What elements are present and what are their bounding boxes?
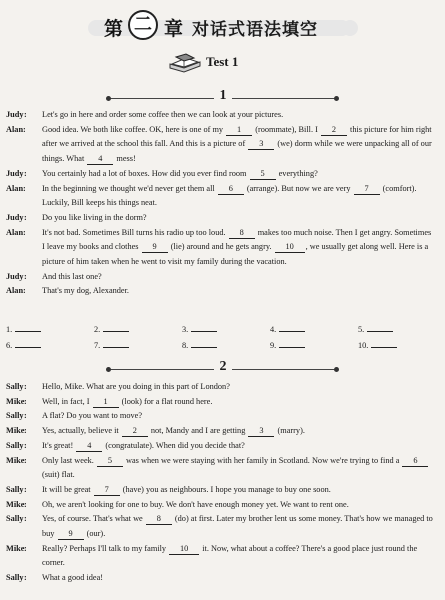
speaker-name: Judy	[6, 110, 24, 119]
answer-number: 1.	[6, 325, 13, 334]
speaker-name: Alan	[6, 124, 24, 134]
dialogue-line	[6, 424, 436, 439]
dialogue-text: That's my dog, Alexander.	[42, 286, 129, 296]
speaker-colon: :	[24, 271, 27, 281]
dialogue-line	[6, 284, 436, 299]
dialogue-line	[6, 512, 436, 541]
fill-in-blank[interactable]: 6	[218, 183, 244, 195]
dialogue-line	[6, 454, 436, 483]
fill-in-blank[interactable]: 5	[250, 168, 276, 180]
dialogue-text: Do you like living in the dorm?	[42, 212, 147, 222]
speaker-name: Mike	[6, 396, 25, 406]
fill-in-blank[interactable]: 8	[229, 227, 255, 239]
answer-item	[6, 324, 41, 334]
dialogue-text: (arrange). But now we are very	[244, 183, 353, 193]
dialogue-text: it. Now, what about a coffee? There's a good place just round the corner.	[42, 543, 418, 568]
answer-number: 9.	[270, 341, 277, 350]
answer-item	[6, 340, 41, 350]
speaker-name: Mike	[6, 543, 25, 553]
fill-in-blank[interactable]: 5	[97, 455, 123, 467]
dialogue-line	[6, 108, 436, 123]
answer-line[interactable]	[279, 340, 305, 348]
answer-number: 7.	[94, 341, 101, 350]
speaker-name: Judy	[6, 168, 24, 178]
book-icon	[168, 52, 202, 74]
answer-number: 2.	[94, 325, 101, 334]
dialogue-text: (look) for a flat round here.	[119, 396, 213, 406]
dialogue-text: In the beginning we thought we'd never get them all	[42, 183, 217, 193]
dialogue-text: , we usually get along well. Here is a picture of him taken when he went to visit my family during the vacation.	[42, 242, 429, 267]
fill-in-blank[interactable]: 7	[354, 183, 380, 195]
dialogue-text: not, Mandy and I are getting	[148, 426, 248, 436]
dialogue-line	[6, 270, 436, 285]
dialogue-text: (congratulate). When did you decide that?	[103, 440, 245, 450]
dialogue-line	[6, 498, 436, 513]
dialogue-text: makes too much noise. Then I get angry. Sometimes I leave my books and clothes	[42, 227, 432, 252]
answer-number: 10.	[358, 341, 369, 350]
dialogue-text: (suit) flat.	[42, 470, 75, 480]
answer-line[interactable]	[191, 324, 217, 332]
speaker-colon: :	[24, 426, 27, 436]
speaker-colon: :	[24, 411, 27, 421]
speaker-name: Judy	[6, 271, 24, 281]
dialogue-text: was when we were staying with her family in Scotland. Now we're trying to find a	[123, 455, 402, 465]
answer-line[interactable]	[103, 340, 129, 348]
speaker-name: Sally	[6, 382, 24, 391]
dialogue-line	[6, 167, 436, 182]
dialogue-text: Let's go in here and order some coffee then we can look at your pictures.	[42, 110, 284, 119]
dialogue-text: Really? Perhaps I'll talk to my family	[42, 543, 169, 553]
answer-item	[94, 340, 129, 350]
dialogue-line	[6, 439, 436, 454]
dialogue-1	[6, 108, 436, 299]
dialogue-line	[6, 182, 436, 211]
dialogue-line	[6, 226, 436, 270]
fill-in-blank[interactable]: 3	[248, 138, 274, 150]
speaker-colon: :	[23, 183, 26, 193]
fill-in-blank[interactable]: 7	[94, 484, 120, 496]
chapter-number: 二	[128, 10, 158, 40]
fill-in-blank[interactable]: 2	[122, 425, 148, 437]
speaker-colon: :	[24, 212, 27, 222]
speaker-name: Mike	[6, 499, 25, 509]
fill-in-blank[interactable]: 4	[76, 440, 102, 452]
dialogue-line	[6, 409, 436, 424]
answer-item	[270, 324, 305, 334]
dialogue-text: (comfort). Luckily, Bill keeps his things neat.	[42, 183, 417, 208]
section-2-header	[0, 359, 445, 375]
speaker-colon: :	[24, 396, 27, 406]
dialogue-text: And this last one?	[42, 271, 102, 281]
speaker-colon: :	[23, 124, 26, 134]
dialogue-line	[6, 380, 436, 395]
fill-in-blank[interactable]: 8	[146, 513, 172, 525]
dialogue-line	[6, 542, 436, 571]
answer-number: 8.	[182, 341, 189, 350]
chapter-suffix: 章	[164, 18, 184, 40]
speaker-colon: :	[24, 573, 27, 583]
answer-number: 5.	[358, 325, 365, 334]
fill-in-blank[interactable]: 4	[87, 153, 113, 165]
speaker-name: Alan	[6, 286, 24, 296]
answer-line[interactable]	[103, 324, 129, 332]
speaker-name: Sally	[6, 514, 24, 524]
dialogue-text: Yes, of course. That's what we	[42, 514, 145, 524]
speaker-name: Sally	[6, 440, 24, 450]
dialogue-text: (we) dorm while we were unpacking all of our things. What	[42, 139, 432, 164]
dialogue-text: this picture for him right after we arrived at the school this fall. And this is a picture of	[42, 124, 432, 149]
fill-in-blank[interactable]: 10	[169, 543, 199, 555]
answer-line[interactable]	[15, 324, 41, 332]
answer-line[interactable]	[191, 340, 217, 348]
answer-item	[358, 324, 393, 334]
section-number: 1	[214, 88, 232, 104]
answer-number: 3.	[182, 325, 189, 334]
chapter-title: 对话式语法填空	[192, 20, 318, 40]
section-number: 2	[214, 359, 232, 375]
dialogue-text: mess!	[114, 154, 136, 164]
answer-number: 4.	[270, 325, 277, 334]
dialogue-text: Yes, actually, believe it	[42, 426, 121, 436]
speaker-colon: :	[24, 440, 27, 450]
speaker-name: Judy	[6, 212, 24, 222]
fill-in-blank[interactable]: 10	[275, 241, 305, 253]
dialogue-text: everything?	[276, 168, 318, 178]
fill-in-blank[interactable]: 2	[321, 124, 347, 136]
test-label	[168, 52, 278, 76]
answer-item	[358, 340, 397, 350]
dialogue-text: (our).	[84, 529, 106, 539]
dialogue-line	[6, 123, 436, 167]
chapter-header	[0, 4, 445, 44]
section-1-header	[0, 88, 445, 104]
dialogue-text: Only last week.	[42, 455, 96, 465]
speaker-colon: :	[24, 543, 27, 553]
fill-in-blank[interactable]: 1	[226, 124, 252, 136]
dialogue-text: A flat? Do you want to move?	[42, 411, 142, 421]
speaker-colon: :	[24, 499, 27, 509]
answer-item	[270, 340, 305, 350]
dialogue-text: (do) at first. Later my brother lent us some money. That's how we managed to buy	[42, 514, 433, 539]
answer-line[interactable]	[371, 340, 397, 348]
dialogue-text: It's great!	[42, 440, 76, 450]
dialogue-text: (roommate), Bill. I	[253, 124, 320, 134]
dialogue-line	[6, 395, 436, 410]
dialogue-text: What a good idea!	[42, 573, 104, 583]
speaker-name: Sally	[6, 573, 24, 583]
dialogue-text: (have) you as neighbours. I hope you manage to buy one soon.	[120, 484, 331, 494]
fill-in-blank[interactable]: 6	[402, 455, 428, 467]
speaker-name: Sally	[6, 411, 24, 421]
chapter-prefix: 第	[104, 18, 124, 40]
dialogue-text: It's not bad. Sometimes Bill turns his radio up too loud.	[42, 227, 228, 237]
speaker-name: Sally	[6, 484, 24, 494]
answer-item	[182, 324, 217, 334]
dialogue-text: Oh, we aren't looking for one to buy. We don't have enough money yet. We want to rent one.	[42, 499, 349, 509]
test-title: Test 1	[206, 54, 239, 69]
dialogue-line	[6, 571, 436, 586]
answer-blanks-1	[6, 324, 436, 354]
fill-in-blank[interactable]: 3	[248, 425, 274, 437]
speaker-colon: :	[24, 382, 27, 391]
fill-in-blank[interactable]: 1	[93, 396, 119, 408]
fill-in-blank[interactable]: 9	[142, 241, 168, 253]
dialogue-text: (marry).	[275, 426, 305, 436]
dialogue-line	[6, 211, 436, 226]
speaker-colon: :	[23, 227, 26, 237]
speaker-name: Mike	[6, 426, 25, 436]
answer-line[interactable]	[15, 340, 41, 348]
speaker-name: Alan	[6, 227, 24, 237]
dialogue-text: Well, in fact, I	[42, 396, 92, 406]
speaker-colon: :	[23, 286, 26, 296]
fill-in-blank[interactable]: 9	[58, 528, 84, 540]
speaker-colon: :	[24, 110, 27, 119]
dialogue-text: Hello, Mike. What are you doing in this part of London?	[42, 382, 230, 391]
dialogue-2	[6, 380, 436, 586]
answer-number: 6.	[6, 341, 13, 350]
answer-item	[94, 324, 129, 334]
answer-item	[182, 340, 217, 350]
dialogue-text: You certainly had a lot of boxes. How did you ever find room	[42, 168, 249, 178]
speaker-name: Alan	[6, 183, 24, 193]
speaker-name: Mike	[6, 455, 25, 465]
speaker-colon: :	[24, 455, 27, 465]
dialogue-text: (lie) around and he gets angry.	[168, 242, 274, 252]
speaker-colon: :	[24, 484, 27, 494]
speaker-colon: :	[24, 168, 27, 178]
answer-line[interactable]	[367, 324, 393, 332]
speaker-colon: :	[24, 514, 27, 524]
dialogue-text: It will be great	[42, 484, 93, 494]
dialogue-line	[6, 483, 436, 498]
dialogue-text: Good idea. We both like coffee. OK, here is one of my	[42, 124, 226, 134]
answer-line[interactable]	[279, 324, 305, 332]
